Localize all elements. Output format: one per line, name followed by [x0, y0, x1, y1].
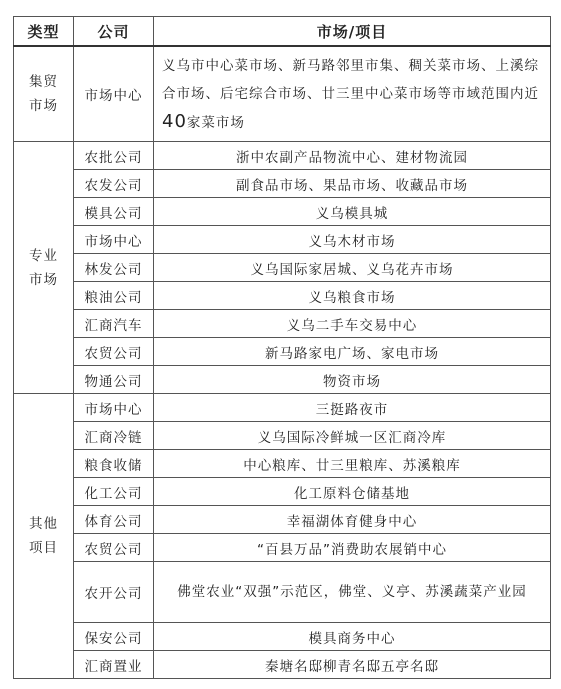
table-row: [14, 142, 551, 170]
project-cell: 义乌国际家居城、义乌花卉市场: [154, 254, 551, 282]
table-row: [14, 366, 551, 394]
company-cell: 化工公司: [74, 478, 154, 506]
table-row: [14, 226, 551, 254]
project-cell: 义乌木材市场: [154, 226, 551, 254]
project-cell: 义乌模具城: [154, 198, 551, 226]
company-cell: 模具公司: [74, 198, 154, 226]
project-cell: 三挺路夜市: [154, 394, 551, 422]
table-row: [14, 394, 551, 422]
company-cell: 汇商置业: [74, 651, 154, 679]
company-cell: 农发公司: [74, 170, 154, 198]
table-row: [14, 310, 551, 338]
table-row: [14, 46, 551, 142]
table-row: [14, 506, 551, 534]
company-cell: 农批公司: [74, 142, 154, 170]
project-cell: 佛堂农业“双强”示范区，佛堂、义亭、苏溪蔬菜产业园: [154, 562, 551, 623]
type-cell: 专业 市场: [14, 142, 74, 394]
company-cell: 保安公司: [74, 623, 154, 651]
table-row: [14, 254, 551, 282]
project-cell: 义乌市中心菜市场、新马路邻里市集、稠关菜市场、上溪综合市场、后宅综合市场、廿三里中心菜市场等市域范围内近40家菜市场: [154, 46, 551, 142]
company-cell: 农贸公司: [74, 534, 154, 562]
table-container: [13, 16, 551, 679]
project-cell: “百县万品”消费助农展销中心: [154, 534, 551, 562]
project-cell: 中心粮库、廿三里粮库、苏溪粮库: [154, 450, 551, 478]
project-cell: 副食品市场、果品市场、收藏品市场: [154, 170, 551, 198]
company-cell: 体育公司: [74, 506, 154, 534]
project-cell: 义乌二手车交易中心: [154, 310, 551, 338]
table-row: [14, 534, 551, 562]
table-row: [14, 338, 551, 366]
table-row: [14, 170, 551, 198]
project-cell: 义乌粮食市场: [154, 282, 551, 310]
project-cell: 化工原料仓储基地: [154, 478, 551, 506]
company-cell: 市场中心: [74, 46, 154, 142]
company-cell: 市场中心: [74, 226, 154, 254]
company-cell: 农开公司: [74, 562, 154, 623]
project-cell: 义乌国际冷鲜城一区汇商冷库: [154, 422, 551, 450]
market-table: [13, 16, 551, 679]
type-cell: 其他 项目: [14, 394, 74, 679]
company-cell: 粮食收储: [74, 450, 154, 478]
company-cell: 市场中心: [74, 394, 154, 422]
header-company: 公司: [74, 17, 154, 47]
table-row: [14, 562, 551, 623]
table-row: [14, 651, 551, 679]
type-cell: 集贸 市场: [14, 46, 74, 142]
company-cell: 汇商冷链: [74, 422, 154, 450]
header-row: [14, 17, 551, 47]
project-cell: 物资市场: [154, 366, 551, 394]
project-cell: 模具商务中心: [154, 623, 551, 651]
project-cell: 幸福湖体育健身中心: [154, 506, 551, 534]
company-cell: 物通公司: [74, 366, 154, 394]
table-row: [14, 623, 551, 651]
table-row: [14, 450, 551, 478]
header-project: 市场/项目: [154, 17, 551, 47]
table-row: [14, 478, 551, 506]
project-cell: 新马路家电广场、家电市场: [154, 338, 551, 366]
company-cell: 林发公司: [74, 254, 154, 282]
project-cell: 秦塘名邸柳青名邸五亭名邸: [154, 651, 551, 679]
company-cell: 汇商汽车: [74, 310, 154, 338]
table-row: [14, 422, 551, 450]
project-cell: 浙中农副产品物流中心、建材物流园: [154, 142, 551, 170]
header-type: 类型: [14, 17, 74, 47]
company-cell: 粮油公司: [74, 282, 154, 310]
company-cell: 农贸公司: [74, 338, 154, 366]
table-row: [14, 282, 551, 310]
table-row: [14, 198, 551, 226]
